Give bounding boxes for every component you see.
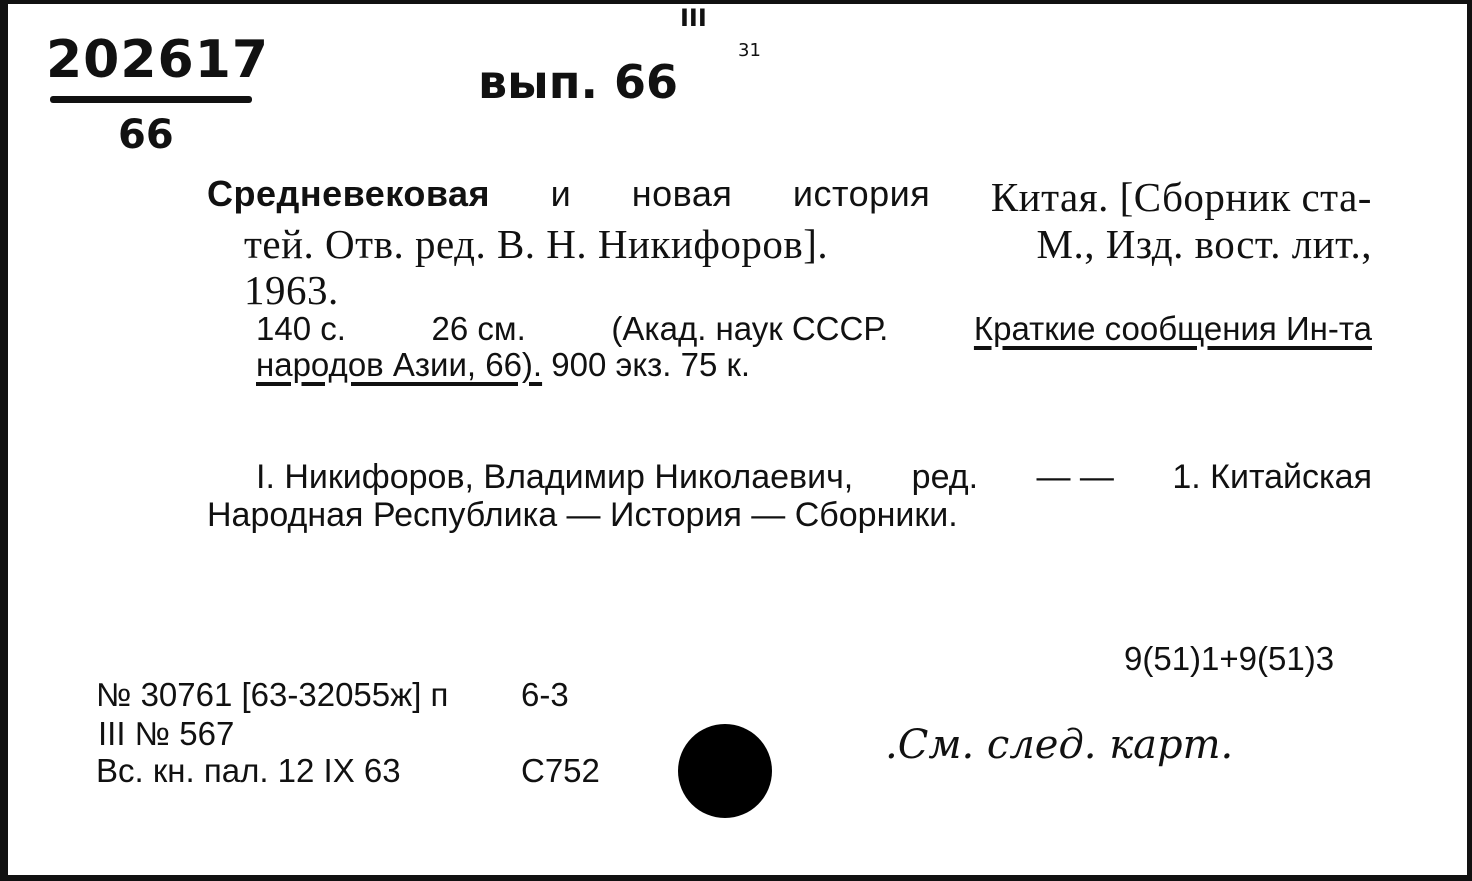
handwritten-inventory-number: 202617 [46, 30, 270, 90]
card-border-right [1467, 0, 1472, 881]
book-size: 26 см. [431, 310, 526, 347]
card-border-bottom [0, 875, 1472, 881]
collation-line-1 [256, 310, 1372, 348]
title-word-3: новая [631, 173, 733, 214]
footer-print-code: С752 [521, 752, 600, 789]
subject-heading-line-2: Народная Республика — История — Сборники. [207, 496, 958, 534]
tracings-line-1 [256, 458, 1372, 497]
classification-code: 9(51)1+9(51)3 [1124, 640, 1335, 677]
page-count: 140 с. [256, 310, 346, 347]
footer-chamber-date: Вс. кн. пал. 12 IX 63 [96, 752, 401, 789]
publication-place-publisher: М., Изд. вост. лит., [1036, 221, 1372, 267]
title-word-4: история [792, 173, 931, 214]
editor-role: ред. [911, 458, 979, 496]
footer-line-2: III № 567 [98, 715, 235, 752]
card-border-top [0, 0, 1472, 4]
handwritten-issue-note: вып. 66 [478, 55, 678, 109]
handwritten-sub-number: 66 [118, 112, 174, 158]
series-prefix: (Акад. наук СССР. [611, 310, 889, 347]
title-word-5: Китая. [Сборник ста- [990, 174, 1372, 220]
publication-year: 1963. [244, 267, 339, 313]
title-line-2 [244, 220, 1372, 268]
handwritten-underline [50, 96, 252, 103]
entry-dashes: — — [1036, 458, 1114, 496]
handwritten-superscript: 31 [738, 40, 761, 61]
print-run-price: 900 экз. 75 к. [551, 346, 751, 383]
editor-statement: тей. Отв. ред. В. Н. Никифоров]. [244, 221, 829, 267]
series-title-part-2: народов Азии, 66). [256, 346, 543, 383]
handwritten-roman-mark: III [680, 4, 707, 32]
title-line-1 [207, 173, 1372, 221]
book-title: Средневековая [207, 173, 491, 214]
subject-heading-start: 1. Китайская [1172, 458, 1372, 496]
added-entry-editor: I. Никифоров, Владимир Николаевич, [256, 458, 854, 496]
title-word-2: и [550, 173, 572, 214]
footer-card-number: № 30761 [63-32055ж] п [96, 676, 449, 713]
series-title-part-1: Краткие сообщения Ин-та [973, 310, 1372, 347]
punch-hole [678, 724, 772, 818]
card-border-left [0, 0, 8, 881]
collation-line-2 [256, 346, 750, 384]
handwritten-see-next-card: .См. след. карт. [885, 722, 1234, 768]
footer-card-code: 6-3 [521, 676, 569, 713]
